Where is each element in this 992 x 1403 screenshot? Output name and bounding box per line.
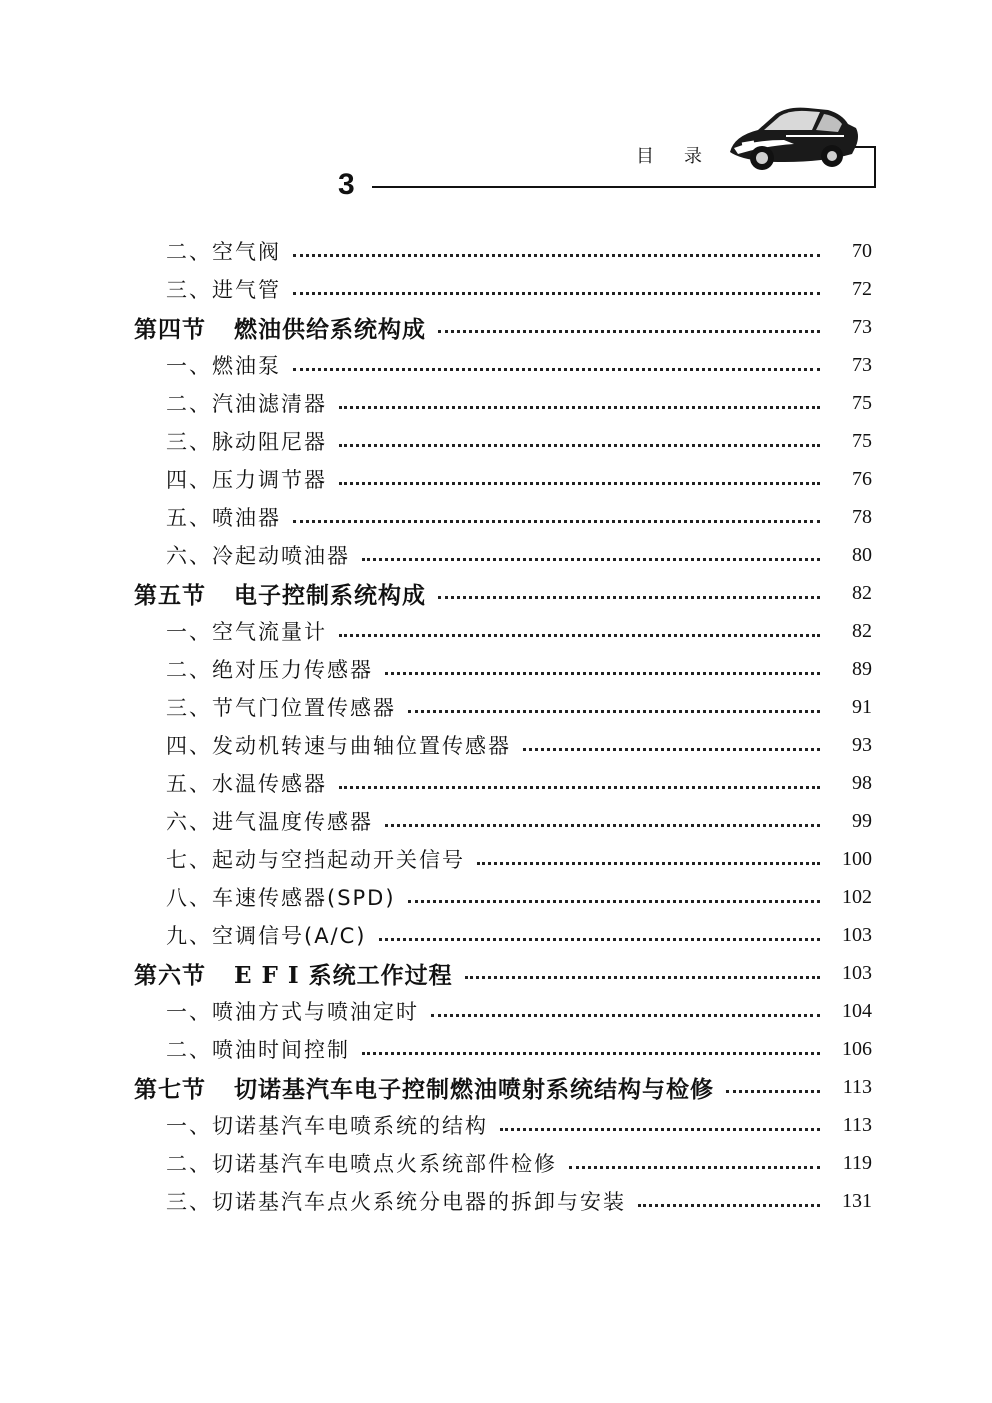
toc-section[interactable] (0, 308, 992, 346)
section-number: 第七节 (134, 1075, 206, 1103)
toc-item-label: 二、绝对压力传感器 (166, 658, 373, 682)
toc-page-number: 75 (852, 391, 872, 414)
toc-page-number: 131 (842, 1189, 872, 1212)
toc-page-number: 99 (852, 809, 872, 832)
dot-leader (726, 1090, 820, 1093)
toc-item[interactable] (0, 422, 992, 460)
toc-item[interactable] (0, 1030, 992, 1068)
toc-item[interactable] (0, 1144, 992, 1182)
toc-item[interactable] (0, 1106, 992, 1144)
toc-page-number: 113 (842, 1075, 872, 1098)
header-rule (372, 186, 876, 188)
toc-page-number: 75 (852, 429, 872, 452)
section-title-right: 录 (684, 146, 702, 167)
toc-page-number: 104 (842, 999, 872, 1022)
toc-item[interactable] (0, 460, 992, 498)
toc-page-number: 70 (852, 239, 872, 262)
dot-leader (385, 824, 820, 827)
toc-item-label: 四、发动机转速与曲轴位置传感器 (166, 734, 511, 758)
section-number: 第四节 (134, 315, 206, 343)
dot-leader (569, 1166, 820, 1169)
toc-item-label: 一、喷油方式与喷油定时 (166, 1000, 419, 1024)
toc-item-label: 一、燃油泵 (166, 354, 281, 378)
toc-item[interactable] (0, 384, 992, 422)
section-heading: 切诺基汽车电子控制燃油喷射系统结构与检修 (234, 1075, 714, 1103)
toc-item[interactable] (0, 536, 992, 574)
toc-item-label: 五、喷油器 (166, 506, 281, 530)
toc-page-number: 102 (842, 885, 872, 908)
toc-page-number: 93 (852, 733, 872, 756)
dot-leader (293, 292, 820, 295)
section-title (636, 142, 702, 168)
toc-item-label: 五、水温传感器 (166, 772, 327, 796)
toc-page-number: 89 (852, 657, 872, 680)
dot-leader (362, 1052, 820, 1055)
toc-page-number: 78 (852, 505, 872, 528)
toc-item[interactable] (0, 498, 992, 536)
toc-item-label: 二、汽油滤清器 (166, 392, 327, 416)
page-header (0, 0, 992, 230)
dot-leader (362, 558, 820, 561)
toc-item-label: 七、起动与空挡起动开关信号 (166, 848, 465, 872)
dot-leader (339, 444, 820, 447)
dot-leader (465, 976, 820, 979)
toc-item-label: 一、切诺基汽车电喷系统的结构 (166, 1114, 488, 1138)
toc-item[interactable] (0, 270, 992, 308)
toc-item-label: 二、切诺基汽车电喷点火系统部件检修 (166, 1152, 557, 1176)
toc-item[interactable] (0, 232, 992, 270)
toc-section-label (134, 957, 453, 990)
toc-page-number: 91 (852, 695, 872, 718)
section-heading: E F I 系统工作过程 (234, 961, 453, 989)
dot-leader (408, 710, 820, 713)
toc-item[interactable] (0, 802, 992, 840)
toc-section-label (134, 311, 426, 344)
toc-page-number: 76 (852, 467, 872, 490)
toc-item-label: 三、脉动阻尼器 (166, 430, 327, 454)
section-heading: 燃油供给系统构成 (234, 315, 426, 343)
toc-section[interactable] (0, 574, 992, 612)
toc-item-label: 三、节气门位置传感器 (166, 696, 396, 720)
toc-item-label: 二、喷油时间控制 (166, 1038, 350, 1062)
toc-item[interactable] (0, 346, 992, 384)
toc-section-label (134, 1071, 714, 1104)
toc-page-number: 119 (842, 1151, 872, 1174)
toc-page-number: 82 (852, 581, 872, 604)
toc-page-number: 113 (842, 1113, 872, 1136)
toc-item-label: 三、进气管 (166, 278, 281, 302)
toc-section[interactable] (0, 1068, 992, 1106)
header-rule-end (874, 146, 876, 188)
dot-leader (500, 1128, 820, 1131)
toc-page-number: 80 (852, 543, 872, 566)
toc-page-number: 98 (852, 771, 872, 794)
dot-leader (408, 900, 820, 903)
toc-page-number: 100 (842, 847, 872, 870)
toc-item-label: 四、压力调节器 (166, 468, 327, 492)
section-title-left: 目 (636, 146, 654, 167)
toc-item-label: 二、空气阀 (166, 240, 281, 264)
dot-leader (293, 254, 820, 257)
toc-section-label (134, 577, 426, 610)
toc-item[interactable] (0, 650, 992, 688)
toc-item-label: 一、空气流量计 (166, 620, 327, 644)
toc-item-label: 八、车速传感器(SPD) (166, 886, 396, 910)
dot-leader (379, 938, 821, 941)
page-number: 3 (338, 168, 355, 201)
toc-page-number: 103 (842, 923, 872, 946)
toc-page-number: 73 (852, 353, 872, 376)
dot-leader (339, 786, 820, 789)
toc-item-label: 九、空调信号(A/C) (166, 924, 367, 948)
dot-leader (438, 596, 820, 599)
toc-page-number: 72 (852, 277, 872, 300)
dot-leader (638, 1204, 820, 1207)
dot-leader (293, 368, 820, 371)
toc-page-number: 73 (852, 315, 872, 338)
toc-item[interactable] (0, 688, 992, 726)
toc-item[interactable] (0, 612, 992, 650)
toc-page-number: 103 (842, 961, 872, 984)
dot-leader (431, 1014, 820, 1017)
toc-item-label: 六、冷起动喷油器 (166, 544, 350, 568)
dot-leader (438, 330, 820, 333)
toc-item[interactable] (0, 916, 992, 954)
toc-page-number: 82 (852, 619, 872, 642)
dot-leader (523, 748, 820, 751)
toc-item[interactable] (0, 992, 992, 1030)
dot-leader (339, 482, 820, 485)
dot-leader (477, 862, 820, 865)
toc-section[interactable] (0, 954, 992, 992)
dot-leader (339, 634, 820, 637)
dot-leader (385, 672, 820, 675)
section-number: 第六节 (134, 961, 206, 989)
dot-leader (293, 520, 820, 523)
section-heading: 电子控制系统构成 (234, 581, 426, 609)
toc-item[interactable] (0, 764, 992, 802)
toc-item-label: 六、进气温度传感器 (166, 810, 373, 834)
section-number: 第五节 (134, 581, 206, 609)
toc-page-number: 106 (842, 1037, 872, 1060)
dot-leader (339, 406, 820, 409)
toc-item[interactable] (0, 878, 992, 916)
toc-item[interactable] (0, 1182, 992, 1220)
toc-item[interactable] (0, 726, 992, 764)
toc-item-label: 三、切诺基汽车点火系统分电器的拆卸与安装 (166, 1190, 626, 1214)
car-illustration-icon (724, 96, 860, 180)
toc-item[interactable] (0, 840, 992, 878)
